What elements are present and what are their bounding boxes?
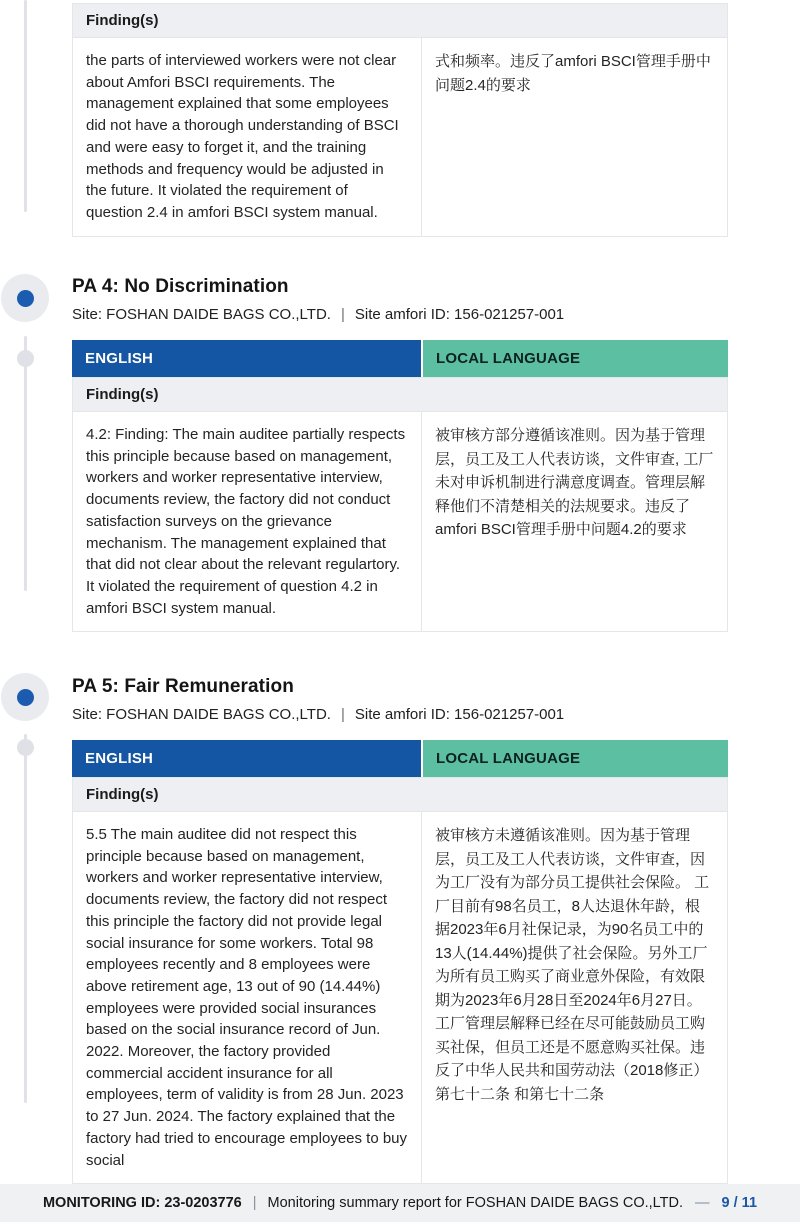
language-header-row xyxy=(72,740,728,777)
finding-english-cell: the parts of interviewed workers were not clear about Amfori BSCI requirements. The management explained that some employees did not have a thorough understanding of BSCI and were easy to forget it, and the training methods and frequency would be adjusted in the future. It violated the requirement of question 2.4 in amfori BSCI system manual. xyxy=(73,38,422,236)
timeline-node-pa4 xyxy=(1,274,49,322)
report-title: Monitoring summary report for FOSHAN DAIDE BAGS CO.,LTD. xyxy=(267,1195,684,1211)
timeline-active-dot-icon xyxy=(17,290,34,307)
column-header-english: ENGLISH xyxy=(72,740,421,777)
findings-subheader: Finding(s) xyxy=(72,777,728,812)
timeline-active-dot-icon xyxy=(17,689,34,706)
findings-table-pa5 xyxy=(72,740,728,1184)
timeline-minor-dot-icon xyxy=(17,350,34,367)
site-info-line xyxy=(72,706,728,723)
table-row xyxy=(72,812,728,1184)
language-header-row xyxy=(72,340,728,377)
site-amfori-id: Site amfori ID: 156-021257-001 xyxy=(354,306,565,323)
table-row xyxy=(72,38,728,237)
column-header-english: ENGLISH xyxy=(72,340,421,377)
timeline-minor-dot-icon xyxy=(17,739,34,756)
table-row xyxy=(72,412,728,632)
dash-separator: — xyxy=(695,1195,710,1211)
site-name: Site: FOSHAN DAIDE BAGS CO.,LTD. xyxy=(72,306,331,323)
page-number: 9 / 11 xyxy=(721,1195,758,1211)
finding-english-cell: 4.2: Finding: The main auditee partially respects this principle because based on management, workers and worker representative interview, documents review, the factory did not conduct satisfaction surveys on the grievance mechanism. The management explained that that did not clear about the relevant regulartory. It violated the requirement of question 4.2 in amfori BSCI system manual. xyxy=(73,412,422,631)
finding-local-cell: 被审核方部分遵循该准则。因为基于管理层，员工及工人代表访谈，文件审查, 工厂未对申诉机制进行满意度调查。管理层解释他们不清楚相关的法规要求。违反了amfori BSCI管理手册中问题4.2的要求 xyxy=(435,427,714,538)
timeline-node-pa5 xyxy=(1,673,49,721)
timeline-line-segment xyxy=(24,336,27,591)
findings-subheader: Finding(s) xyxy=(72,3,728,38)
page-title: PA 4: No Discrimination xyxy=(72,276,289,297)
column-header-local: LOCAL LANGUAGE xyxy=(423,340,728,377)
separator: | xyxy=(252,1195,257,1211)
separator: | xyxy=(340,306,345,323)
monitoring-id: MONITORING ID: 23-0203776 xyxy=(42,1195,242,1211)
column-header-local: LOCAL LANGUAGE xyxy=(423,740,728,777)
section-pa5-header xyxy=(72,676,728,723)
site-name: Site: FOSHAN DAIDE BAGS CO.,LTD. xyxy=(72,706,331,723)
timeline-line-segment xyxy=(24,734,27,1103)
findings-table-pa4 xyxy=(72,340,728,632)
finding-english-cell: 5.5 The main auditee did not respect this principle because based on management, workers and worker representative interview, documents review, the factory did not respect this principle the factory did not provide legal social insurance for some workers. Total 98 employees recently and 8 employees were above retirement age, 13 out of 90 (14.44%) employees were provided social insurances based on the social insurance record of Jun. 2022. Moreover, the factory provided commercial accident insurance for all employees, term of validity is from 28 Jun. 2023 to 27 Jun. 2024. The factory explained that the factory had tried to encourage employees to buy social xyxy=(73,812,422,1183)
site-info-line xyxy=(72,306,728,323)
page-footer xyxy=(0,1184,800,1222)
finding-local-cell: 被审核方未遵循该准则。因为基于管理层，员工及工人代表访谈，文件审查，因为工厂没有为部分员工提供社会保险。 工厂目前有98名员工，8人达退休年龄，根据2023年6月社保记录，为90名员工中的13人(14.44%)提供了社会保险。另外工厂为所有员工购买了商业意外保险，有效限期为2023年6月28日至2024年6月27日。工厂管理层解释已经在尽可能鼓励员工购买社保，但员工还是不愿意购买社保。违反了中华人民共和国劳动法（2018修正）第七十二条 和第七十二条 xyxy=(435,827,710,1103)
section-pa4-header xyxy=(72,276,728,323)
page-title: PA 5: Fair Remuneration xyxy=(72,676,294,697)
findings-table-continued xyxy=(72,3,728,237)
site-amfori-id: Site amfori ID: 156-021257-001 xyxy=(354,706,565,723)
findings-subheader: Finding(s) xyxy=(72,377,728,412)
separator: | xyxy=(340,706,345,723)
finding-local-cell: 式和频率。违反了amfori BSCI管理手册中问题2.4的要求 xyxy=(435,53,711,94)
timeline-line-segment xyxy=(24,0,27,212)
